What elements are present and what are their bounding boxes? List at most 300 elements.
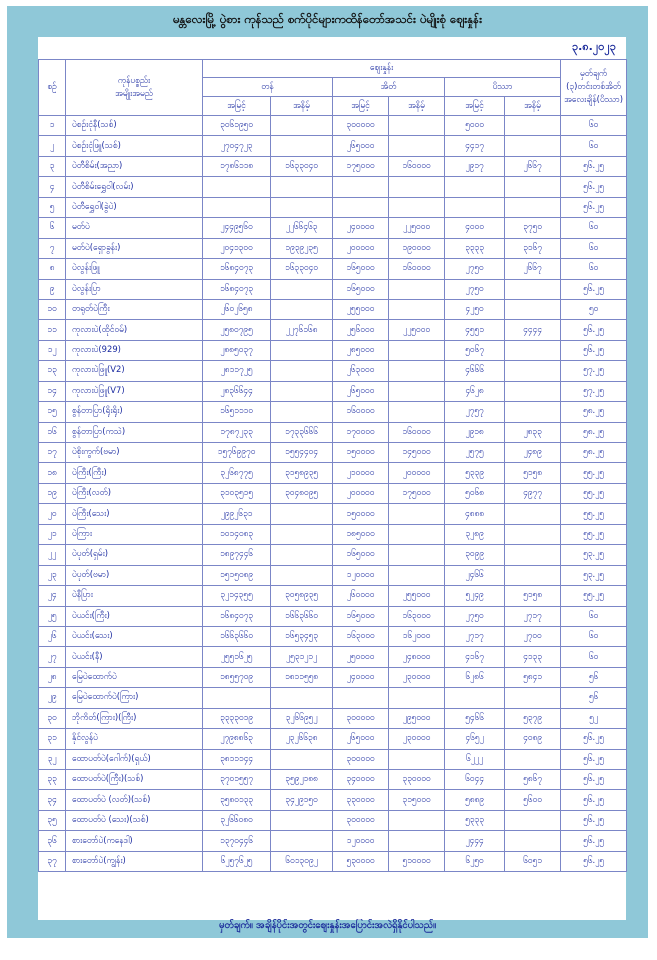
ton-low-price: ၃၀၄၈၀၉၅ [271,483,333,503]
bag-high-price: ၁၅၀၀၀၀ [333,504,389,524]
viss-high-price: ၂၇၅၀ [445,259,505,279]
viss-high-price: ၄၈၈၈ [445,504,505,524]
bag-weight-note: ၅၆.၂၅ [561,851,627,871]
ton-high-price: ၂၇၉၈၈၆၃ [203,729,271,749]
bag-low-price [389,197,445,217]
viss-low-price: ၃၁၆၇ [505,238,561,258]
row-number: ၆ [39,218,66,238]
ton-low-price: ၃၄၂၉၁၅၀ [271,790,333,810]
table-row [39,381,627,401]
ton-high-price: ၃၂၆၆၀၈၀ [203,810,271,830]
bag-weight-note: ၅၀ [561,299,627,319]
ton-low-price: ၂၅၃၁၂၁၂ [271,647,333,667]
ton-high-price: ၁၈၉၇၄၄၆ [203,545,271,565]
row-number: ၃ [39,156,66,176]
table-row [39,667,627,687]
item-name: ပဲစိုးကွက်(ဗမာ) [66,443,203,463]
viss-low-price: ၄၄၄၄ [505,320,561,340]
viss-low-price: ၂၇၀၀ [505,626,561,646]
bag-high-price: ၁၆၀၀၀၀ [333,402,389,422]
bag-high-price: ၂၁၀၀၀၀ [333,463,389,483]
row-number: ၅ [39,197,66,217]
item-name: ပဲယင်း(နီ) [66,647,203,667]
bag-weight-note: ၅၆.၂၅ [561,770,627,790]
bag-low-price [389,299,445,319]
ton-low-price: ၁၆၅၃၄၅၃ [271,626,333,646]
bag-high-price [333,688,389,708]
viss-high-price: ၂၇၅၀ [445,279,505,299]
viss-high-price: ၅၂၄၉ [445,586,505,606]
ton-high-price: ၁၆၈၄၀၇၃ [203,606,271,626]
ton-high-price: ၂၅၈၀၇၉၅ [203,320,271,340]
row-number: ၂၈ [39,667,66,687]
page-frame [7,6,648,938]
table-row [39,422,627,442]
bag-weight-note: ၅၇.၂၅ [561,381,627,401]
bag-low-price [389,402,445,422]
bag-weight-note: ၅၈.၂၅ [561,422,627,442]
viss-low-price: ၅၈၆၇ [505,770,561,790]
bag-low-price: ၁၆၀၀၀၀ [389,259,445,279]
bag-high-price: ၁၆၅၀၀၀ [333,606,389,626]
item-name: မတ်ပဲ [66,218,203,238]
bag-weight-note: ၅၅.၂၅ [561,504,627,524]
row-number: ၂၃ [39,565,66,585]
bag-high-price: ၃၀၀၀၀၀ [333,116,389,136]
table-row [39,688,627,708]
ton-high-price: ၃၂၁၄၃၅၅ [203,586,271,606]
ton-high-price: ၁၅၁၅၀၈၉ [203,565,271,585]
table-row [39,340,627,360]
bag-high-price: ၁၂၀၀၀၀ [333,565,389,585]
ton-low-price [271,381,333,401]
viss-low-price [505,810,561,830]
bag-high-price: ၂၅၆၀၀၀ [333,320,389,340]
report-date: ၃.၈.၂၀၂၃ [571,40,616,53]
ton-high-price: ၂၀၄၁၃၀၀ [203,238,271,258]
row-number: ၃၁ [39,729,66,749]
item-name: ပဲကြီး(လတ်) [66,483,203,503]
ton-high-price: ၂၈၈၅၀၃၇ [203,340,271,360]
ton-low-price: ၂၂၇၆၁၆၈ [271,320,333,340]
ton-low-price [271,116,333,136]
row-number: ၁၁ [39,320,66,340]
viss-low-price [505,504,561,524]
ton-low-price [271,361,333,381]
viss-high-price: ၅၃၃၉ [445,463,505,483]
bag-high-price: ၂၆၅၀၀၀ [333,136,389,156]
bag-weight-note: ၆၀ [561,259,627,279]
item-name: နိုင်လွန်ပဲ [66,729,203,749]
table-row [39,626,627,646]
item-name: ပဲစဉ်းငုံဖြူ(သစ်) [66,136,203,156]
row-number: ၄ [39,177,66,197]
viss-low-price: ၅၈၄၁ [505,667,561,687]
bag-high-price: ၁၇၅၀၀၀ [333,156,389,176]
item-name: ကုလားပဲ(ထိုင်ဝမ်) [66,320,203,340]
header-ton-low: အနိမ့် [271,97,333,116]
row-number: ၂၇ [39,647,66,667]
row-number: ၁၇ [39,443,66,463]
bag-weight-note: ၅၆.၂၅ [561,810,627,830]
header-ton: တန် [203,78,333,97]
bag-low-price: ၁၆၃၀၀၀ [389,606,445,626]
table-row [39,810,627,830]
bag-weight-note: ၅၆ [561,667,627,687]
item-name: စွန်တာပြာ(ကသဲ) [66,422,203,442]
bag-low-price [389,545,445,565]
bag-high-price: ၃၀၀၀၀၀ [333,810,389,830]
viss-low-price [505,831,561,851]
ton-low-price [271,688,333,708]
ton-low-price: ၁၅၅၄၄၀၄ [271,443,333,463]
bag-weight-note: ၆၀ [561,238,627,258]
ton-high-price: ၃၂၆၈၇၇၅ [203,463,271,483]
viss-high-price: ၅၀၆၈ [445,483,505,503]
row-number: ၃၄ [39,790,66,810]
bag-high-price: ၁၆၃၀၀၀ [333,626,389,646]
ton-low-price: ၁၆၆၃၆၆၀ [271,606,333,626]
viss-low-price [505,197,561,217]
viss-high-price: ၆၀၄၄ [445,770,505,790]
item-name: ထောပတ်ပဲ (လတ်)(သစ်) [66,790,203,810]
ton-high-price: ၂၄၄၉၅၆၀ [203,218,271,238]
bag-weight-note: ၅၆.၂၅ [561,340,627,360]
price-rows [39,116,627,872]
row-number: ၂၉ [39,688,66,708]
row-number: ၃၇ [39,851,66,871]
bag-weight-note: ၆၀ [561,116,627,136]
table-row [39,729,627,749]
item-name: ကုလားပဲ(929) [66,340,203,360]
bag-low-price [389,116,445,136]
row-number: ၃၀ [39,708,66,728]
bag-low-price: ၂၅၅၀၀၀ [389,586,445,606]
bag-low-price: ၁၆၂၀၀၀ [389,626,445,646]
row-number: ၇ [39,238,66,258]
bag-low-price: ၂၃၀၀၀၀ [389,667,445,687]
header-note: မှတ်ချက် (၃)တင်းတစ်အိတ် အလေးချိန်(ပိဿာ) [561,60,627,116]
ton-high-price: ၃၈၁၁၁၄၄ [203,749,271,769]
bag-low-price: ၃၃၀၀၀၀ [389,770,445,790]
viss-low-price: ၅၆၀၀ [505,790,561,810]
viss-low-price [505,749,561,769]
row-number: ၁၃ [39,361,66,381]
bag-weight-note: ၅၅.၂၅ [561,463,627,483]
viss-high-price: ၂၇၁၇ [445,626,505,646]
viss-high-price: ၄၆၅၂ [445,729,505,749]
row-number: ၃၂ [39,749,66,769]
ton-low-price: ၃၂၆၆၉၅၂ [271,708,333,728]
ton-low-price: ၁၈၁၁၅၅၈ [271,667,333,687]
viss-low-price: ၆၀၅၁ [505,851,561,871]
ton-low-price: ၁၇၃၃၆၆၆ [271,422,333,442]
bag-weight-note: ၅၇.၂၅ [561,361,627,381]
table-row [39,504,627,524]
row-number: ၂ [39,136,66,156]
table-row [39,402,627,422]
header-bag: အိတ် [333,78,445,97]
table-row [39,647,627,667]
bag-weight-note: ၅၈.၂၅ [561,443,627,463]
bag-high-price: ၁၆၅၀၀၀ [333,545,389,565]
row-number: ၃၅ [39,810,66,830]
viss-high-price: ၅၈၈၉ [445,790,505,810]
bag-low-price: ၂၄၈၀၀၀ [389,647,445,667]
item-name: ပဲကြား [66,524,203,544]
bag-low-price [389,136,445,156]
bag-low-price [389,831,445,851]
ton-low-price: ၁၆၃၃၀၄၀ [271,259,333,279]
row-number: ၁၉ [39,483,66,503]
bag-high-price [333,197,389,217]
ton-low-price: ၂၃၂၆၆၃၈ [271,729,333,749]
viss-high-price: ၂၅၇၅ [445,443,505,463]
viss-low-price [505,688,561,708]
bag-high-price: ၃၀၀၀၀၀ [333,708,389,728]
bag-weight-note: ၆၀ [561,136,627,156]
row-number: ၁၅ [39,402,66,422]
bag-weight-note: ၅၅.၂၅ [561,483,627,503]
bag-low-price [389,177,445,197]
table-row [39,545,627,565]
ton-low-price [271,810,333,830]
ton-high-price: ၂၈၃၆၆၄၄ [203,381,271,401]
item-name: စားတော်ပဲ(ကနေဒါ) [66,831,203,851]
item-name: ပဲကြီး(ကြီး) [66,463,203,483]
item-name: ပဲပုတ်(ဗမာ) [66,565,203,585]
table-row [39,708,627,728]
viss-high-price: ၆၂၂၂ [445,749,505,769]
viss-low-price [505,279,561,299]
row-number: ၁၂ [39,340,66,360]
viss-high-price: ၃၃၃၃ [445,238,505,258]
viss-low-price [505,524,561,544]
viss-low-price: ၂၆၆၇ [505,156,561,176]
table-row [39,483,627,503]
ton-high-price: ၃၁၀၃၅၁၅ [203,483,271,503]
bag-low-price: ၁၉၀၀၀၀ [389,238,445,258]
viss-high-price: ၄၅၅၁ [445,320,505,340]
page-title: မန္တလေးမြို့ ပွဲစား ကုန်သည် စက်ပိုင်များကထိန်တော်အသင်း ပဲမျိုးစုံ ဈေးနှုန်း [172,12,483,26]
table-row [39,218,627,238]
viss-high-price: ၂၇၅၀ [445,606,505,626]
viss-high-price [445,177,505,197]
bag-weight-note: ၅၆.၂၅ [561,790,627,810]
ton-low-price [271,565,333,585]
header-ton-high: အမြင့် [203,97,271,116]
row-number: ၁၀ [39,299,66,319]
item-name: ပဲတီရွှေဝါ(ခွဲပဲ) [66,197,203,217]
table-row [39,197,627,217]
viss-low-price [505,177,561,197]
row-number: ၁၄ [39,381,66,401]
viss-high-price: ၄၆၂၈ [445,381,505,401]
table-row [39,463,627,483]
viss-high-price: ၆၂၅၀ [445,851,505,871]
ton-high-price: ၂၇၀၄၇၂၃ [203,136,271,156]
bag-high-price: ၂၆၃၀၀၀ [333,361,389,381]
item-name: ပဲလွန်းဖြူ [66,259,203,279]
ton-high-price: ၃၃၃၃၀၁၉ [203,708,271,728]
item-name: ပဲတီစိမ်း(အညာ) [66,156,203,176]
row-number: ၂၀ [39,504,66,524]
viss-low-price: ၅၁၅၈ [505,586,561,606]
item-name: စားတော်ပဲ(ကျွန်း) [66,851,203,871]
header-item-name: ကုန်ပစ္စည်း အမျိုးအမည် [66,60,203,116]
bag-high-price: ၁၅၀၀၀၀ [333,443,389,463]
viss-high-price [445,688,505,708]
viss-high-price: ၄၁၆၇ [445,647,505,667]
bag-high-price [333,177,389,197]
row-number: ၃၆ [39,831,66,851]
item-name: ပဲကြီး(သေး) [66,504,203,524]
ton-low-price: ၃၅၉၂၁၈၈ [271,770,333,790]
item-name: ထောပတ်ပဲ(ဂေါက်)(ရှယ်) [66,749,203,769]
ton-low-price: ၆၀၁၃၀၉၂ [271,851,333,871]
ton-high-price: ၁၇၈၇၂၃၃ [203,422,271,442]
ton-low-price: ၁၉၃၉၂၃၅ [271,238,333,258]
ton-low-price [271,402,333,422]
bag-low-price: ၁၇၅၀၀၀ [389,483,445,503]
ton-high-price: ၁၆၈၄၀၇၃ [203,259,271,279]
ton-low-price [271,504,333,524]
ton-high-price: ၁၆၈၄၀၇၃ [203,279,271,299]
item-name: မတ်ပဲ(ရှောခွန်း) [66,238,203,258]
bag-weight-note: ၅၆.၂၅ [561,156,627,176]
table-row [39,361,627,381]
viss-high-price: ၆၂၈၆ [445,667,505,687]
ton-low-price: ၁၆၃၃၀၄၀ [271,156,333,176]
item-name: စွန်တာပြာ(ရိုးရိုး) [66,402,203,422]
row-number: ၁၆ [39,422,66,442]
viss-low-price [505,381,561,401]
bag-weight-note: ၅၅.၂၅ [561,524,627,544]
price-sheet [38,37,626,920]
bag-low-price [389,381,445,401]
bag-high-price: ၂၅၅၀၀၀ [333,299,389,319]
row-number: ၂၄ [39,586,66,606]
bag-weight-note: ၅၈.၂၅ [561,402,627,422]
ton-high-price: ၂၉၉၂၆၃၁ [203,504,271,524]
ton-low-price [271,831,333,851]
bag-low-price: ၁၆၀၀၀၀ [389,156,445,176]
bag-weight-note: ၅၆ [561,688,627,708]
header-viss: ပိဿာ [445,78,561,97]
item-name: ပဲစဉ်းငုံနီ(သစ်) [66,116,203,136]
bag-weight-note: ၅၆.၂၅ [561,831,627,851]
item-name: ကုလားပဲဖြူ(V2) [66,361,203,381]
table-row [39,565,627,585]
ton-low-price: ၂၂၆၆၄၆၃ [271,218,333,238]
header-bag-low: အနိမ့် [389,97,445,116]
bag-low-price: ၃၁၅၀၀၀ [389,790,445,810]
table-row [39,443,627,463]
ton-high-price: ၂၅၅၁၆၂၅ [203,647,271,667]
ton-high-price: ၁၀၁၄၀၈၃ [203,524,271,544]
viss-low-price [505,565,561,585]
bag-weight-note: ၅၆.၂၅ [561,729,627,749]
ton-low-price: ၃၀၅၈၉၃၅ [271,586,333,606]
viss-low-price: ၃၇၅၀ [505,218,561,238]
viss-low-price [505,116,561,136]
table-row [39,116,627,136]
bag-high-price: ၂၄၀၀၀၀ [333,218,389,238]
ton-low-price [271,177,333,197]
row-number: ၉ [39,279,66,299]
item-name: ထောပတ်ပဲ(ကြီး)(သစ်) [66,770,203,790]
viss-low-price: ၄၉၇၇ [505,483,561,503]
viss-low-price [505,299,561,319]
viss-low-price: ၄၁၃၃ [505,647,561,667]
header-viss-low: အနိမ့် [505,97,561,116]
ton-high-price: ၁၅၇၆၉၉၇၀ [203,443,271,463]
table-row [39,279,627,299]
bag-weight-note: ၅၆.၂၅ [561,749,627,769]
viss-high-price: ၂၇၅၇ [445,402,505,422]
table-row [39,136,627,156]
viss-high-price: ၄၄၁၇ [445,136,505,156]
bag-high-price: ၂၈၅၀၀၀ [333,340,389,360]
bag-high-price: ၂၅၀၀၀၀ [333,647,389,667]
ton-high-price: ၆၂၅၇၆၂၅ [203,851,271,871]
row-number: ၂၅ [39,606,66,626]
bag-weight-note: ၆၀ [561,606,627,626]
bag-low-price: ၂၀၀၀၀၀ [389,463,445,483]
bag-low-price: ၁၆၀၀၀၀ [389,422,445,442]
item-name: မြေပဲထောက်ပဲ(ကြား) [66,688,203,708]
bag-high-price: ၂၆၅၀၀၀ [333,729,389,749]
bag-weight-note: ၅၂ [561,708,627,728]
viss-low-price [505,136,561,156]
table-row [39,320,627,340]
bag-weight-note: ၅၅.၂၅ [561,586,627,606]
bag-weight-note: ၅၆.၂၅ [561,197,627,217]
table-row [39,524,627,544]
table-row [39,831,627,851]
row-number: ၈ [39,259,66,279]
viss-low-price: ၅၃၇၉ [505,708,561,728]
table-row [39,259,627,279]
row-number: ၁၈ [39,463,66,483]
bag-high-price: ၅၃၀၀၀၀ [333,851,389,871]
bag-low-price: ၂၃၀၀၀၀ [389,729,445,749]
viss-high-price: ၄၆၆၆ [445,361,505,381]
ton-high-price [203,177,271,197]
viss-low-price [505,340,561,360]
item-name: ပဲယင်း(ကြီး) [66,606,203,626]
bag-low-price [389,279,445,299]
bag-low-price: ၂၂၅၀၀၀ [389,320,445,340]
ton-low-price [271,340,333,360]
bag-high-price: ၂၆၀၀၀၀ [333,586,389,606]
ton-high-price: ၂၆၀၂၆၅၈ [203,299,271,319]
table-row [39,238,627,258]
viss-high-price: ၃၀၉၉ [445,545,505,565]
bag-high-price: ၁၆၅၀၀၀ [333,279,389,299]
ton-high-price: ၂၈၁၁၇၂၅ [203,361,271,381]
bag-low-price: ၁၄၅၀၀၀ [389,443,445,463]
ton-low-price [271,279,333,299]
bag-low-price [389,361,445,381]
bag-high-price: ၂၀၀၀၀၀ [333,483,389,503]
viss-low-price: ၂၇၁၇ [505,606,561,626]
bag-weight-note: ၆၀ [561,626,627,646]
ton-low-price [271,197,333,217]
viss-high-price: ၄၀၀၀ [445,218,505,238]
viss-high-price: ၂၄၄၄ [445,831,505,851]
item-name: ပဲလွန်းပြာ [66,279,203,299]
